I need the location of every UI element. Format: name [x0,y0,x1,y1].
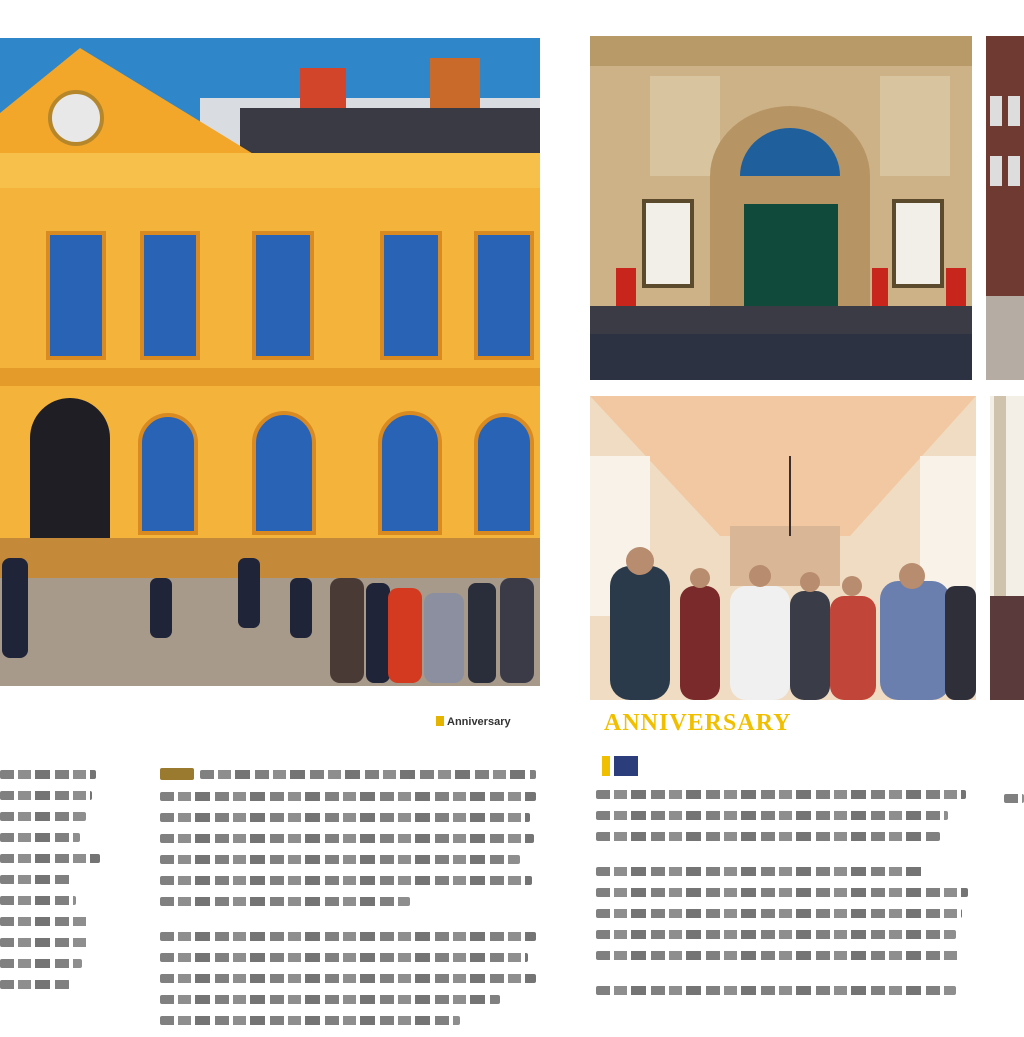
text-column-right [596,790,970,1007]
kicker-mark [436,716,444,726]
colonnade-edge-photo [990,396,1024,700]
section-kicker [436,716,511,728]
arched-entrance-photo [590,36,972,380]
dropcap-tag [160,768,194,780]
flag-icon [602,756,638,776]
text-column-center-body [160,792,536,1037]
kicker-label: Anniversary [447,716,511,728]
text-column-far-right [1004,794,1024,815]
yellow-palace-facade-photo [0,38,540,686]
arcade-crowd-photo [590,396,976,700]
street-edge-photo [986,36,1024,380]
text-column-center [200,770,536,791]
article-heading: ANNIVERSARY [604,710,792,736]
text-column-left [0,770,100,1001]
